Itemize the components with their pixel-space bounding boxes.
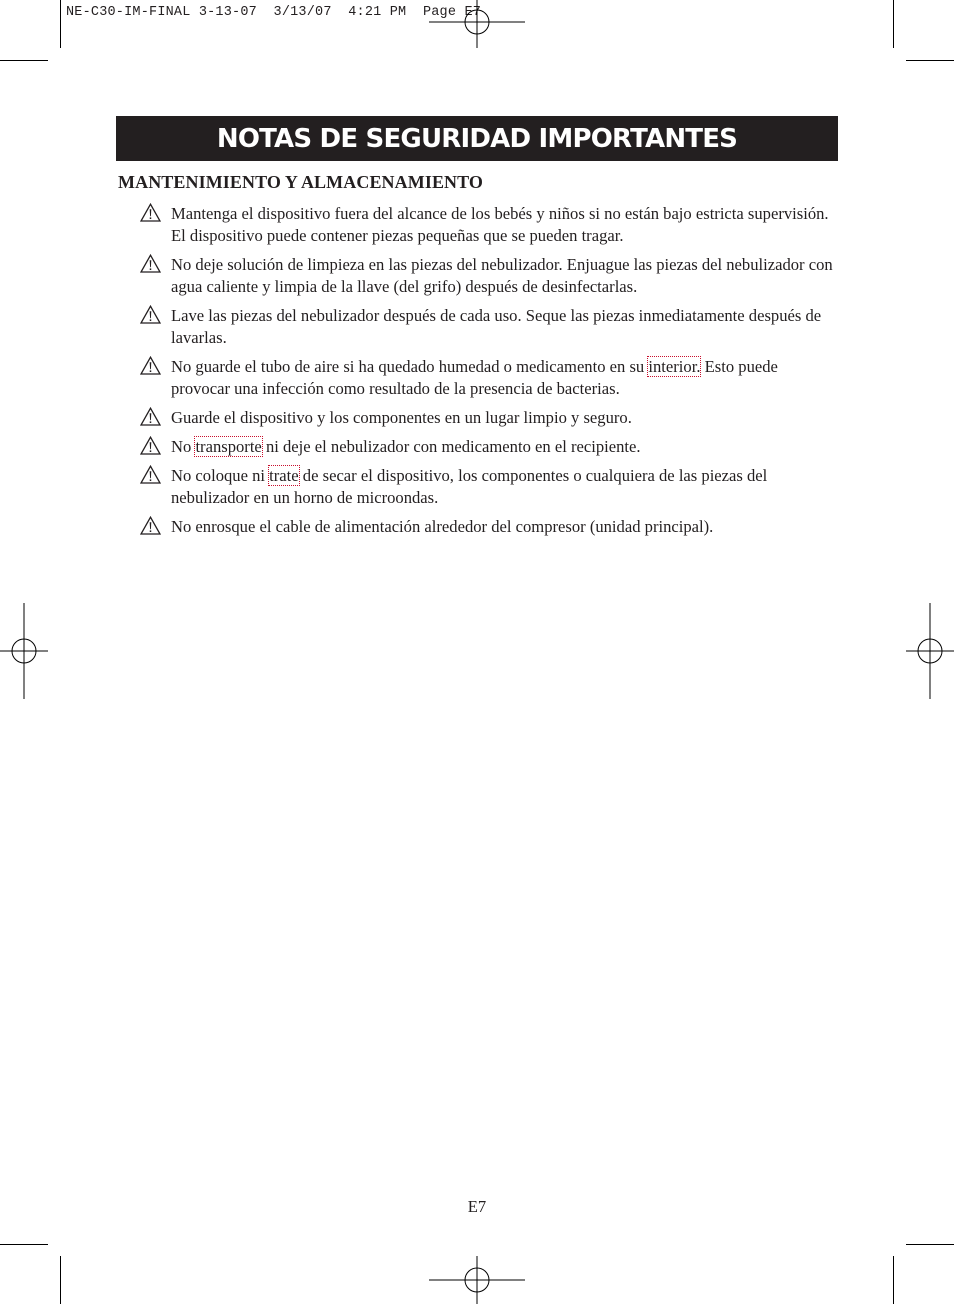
list-item	[140, 407, 840, 429]
crop-mark	[893, 1256, 894, 1304]
crop-mark	[893, 0, 894, 48]
item-text	[171, 204, 829, 245]
item-text-content: Guarde el dispositivo y los componentes en un lugar limpio y seguro.	[171, 408, 632, 427]
warning-triangle-icon	[140, 356, 161, 375]
spell-mark: interior.	[648, 357, 701, 376]
registration-mark-icon	[0, 603, 48, 699]
item-text-content: Lave las piezas del nebulizador después de cada uso. Seque las piezas inmediatamente después de lavarlas.	[171, 306, 822, 347]
item-text	[171, 517, 713, 536]
warning-triangle-icon	[140, 465, 161, 484]
item-text	[171, 408, 632, 427]
item-text-content: No enrosque el cable de alimentación alrededor del compresor (unidad principal).	[171, 517, 714, 536]
registration-mark-icon	[429, 0, 525, 48]
crop-mark	[0, 1244, 48, 1245]
item-text-before: No coloque ni	[171, 466, 270, 485]
page-number: E7	[467, 1197, 487, 1216]
item-text-content: Mantenga el dispositivo fuera del alcance de los bebés y niños si no están bajo estricta supervisión. El dispositivo puede contener piezas pequeñas que se pueden tragar.	[171, 204, 829, 245]
item-text-before: No	[171, 437, 196, 456]
crop-mark	[906, 60, 954, 61]
list-item	[140, 305, 840, 349]
crop-mark	[906, 1244, 954, 1245]
list-item	[140, 203, 840, 247]
page-title: NOTAS DE SEGURIDAD IMPORTANTES	[216, 123, 738, 154]
item-text	[171, 306, 821, 347]
item-text	[171, 466, 767, 507]
list-item	[140, 356, 840, 400]
crop-mark	[0, 60, 48, 61]
list-item	[140, 516, 840, 538]
spell-mark: transporte	[195, 437, 262, 456]
item-text	[171, 437, 641, 456]
spell-mark: trate	[269, 466, 299, 485]
print-slug: NE-C30-IM-FINAL 3-13-07 3/13/07 4:21 PM Page E7	[66, 5, 482, 20]
section-title: MANTENIMIENTO Y ALMACENAMIENTO	[118, 172, 484, 192]
item-text	[171, 255, 833, 296]
list-item	[140, 436, 840, 458]
list-item	[140, 465, 840, 509]
item-text	[171, 357, 778, 398]
warning-triangle-icon	[140, 305, 161, 324]
item-text-after: de secar el dispositivo, los componentes o cualquiera de las piezas del nebulizador en un horno de microondas.	[171, 466, 768, 507]
item-text-content: No deje solución de limpieza en las piezas del nebulizador. Enjuague las piezas del nebulizador con agua caliente y limpia de la llave (del grifo) después de desinfectarlas.	[171, 255, 833, 296]
header-bar	[116, 116, 838, 161]
item-text-after: ni deje el nebulizador con medicamento en el recipiente.	[261, 437, 641, 456]
safety-list	[140, 203, 840, 545]
warning-triangle-icon	[140, 254, 161, 273]
warning-triangle-icon	[140, 436, 161, 455]
crop-mark	[60, 1256, 61, 1304]
list-item	[140, 254, 840, 298]
item-text-after: Esto puede provocar una infección como resultado de la presencia de bacterias.	[171, 357, 778, 398]
warning-triangle-icon	[140, 407, 161, 426]
registration-mark-icon	[906, 603, 954, 699]
warning-triangle-icon	[140, 203, 161, 222]
registration-mark-icon	[429, 1256, 525, 1304]
item-text-before: No guarde el tubo de aire si ha quedado humedad o medicamento en su	[171, 357, 649, 376]
warning-triangle-icon	[140, 516, 161, 535]
crop-mark	[60, 0, 61, 48]
